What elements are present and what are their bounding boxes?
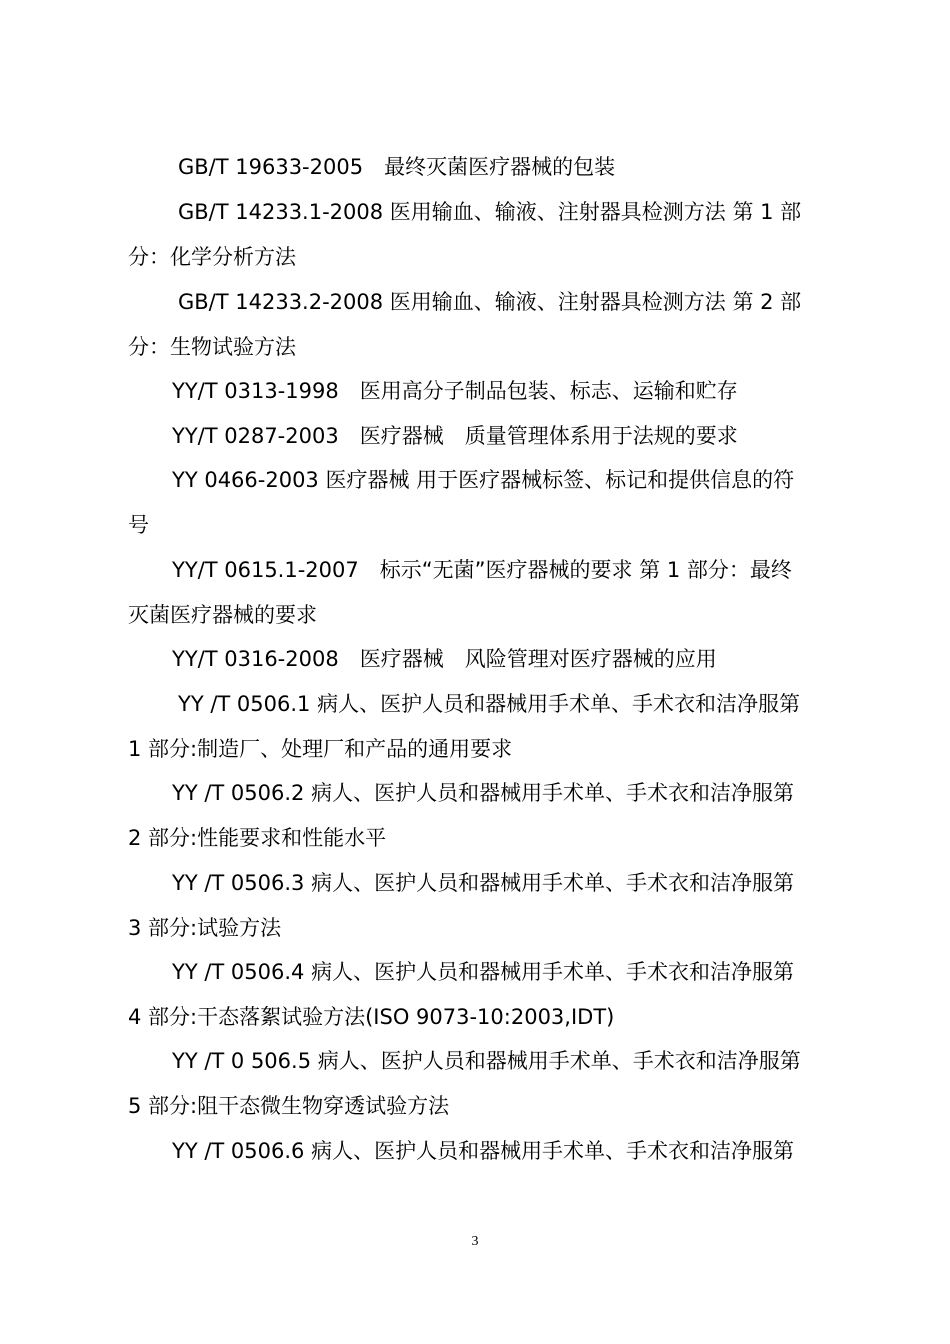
text-line: 灭菌医疗器械的要求 [128, 603, 317, 627]
text-line: YY/T 0316-2008 医疗器械 风险管理对医疗器械的应用 [172, 647, 717, 671]
text-line: 2 部分:性能要求和性能水平 [128, 826, 387, 850]
text-line: YY /T 0506.2 病人、医护人员和器械用手术单、手术衣和洁净服第 [172, 781, 795, 805]
text-line: GB/T 14233.1-2008 医用输血、输液、注射器具检测方法 第 1 部 [178, 200, 802, 224]
text-line: YY /T 0506.3 病人、医护人员和器械用手术单、手术衣和洁净服第 [172, 871, 795, 895]
text-line: 5 部分:阻干态微生物穿透试验方法 [128, 1094, 450, 1118]
text-line: 3 部分:试验方法 [128, 916, 282, 940]
text-line: YY/T 0313-1998 医用高分子制品包装、标志、运输和贮存 [172, 379, 738, 403]
text-line: 4 部分:干态落絮试验方法(ISO 9073-10:2003,IDT) [128, 1005, 615, 1029]
text-line: YY /T 0506.1 病人、医护人员和器械用手术单、手术衣和洁净服第 [178, 692, 801, 716]
text-line: YY /T 0 506.5 病人、医护人员和器械用手术单、手术衣和洁净服第 [172, 1049, 801, 1073]
text-line: 分：化学分析方法 [128, 245, 296, 269]
text-line: YY /T 0506.6 病人、医护人员和器械用手术单、手术衣和洁净服第 [172, 1139, 795, 1163]
text-line: GB/T 19633-2005 最终灭菌医疗器械的包装 [178, 155, 616, 179]
text-line: 分：生物试验方法 [128, 335, 296, 359]
text-line: GB/T 14233.2-2008 医用输血、输液、注射器具检测方法 第 2 部 [178, 290, 802, 314]
text-line: 号 [128, 513, 149, 537]
text-line: YY/T 0615.1-2007 标示“无菌”医疗器械的要求 第 1 部分：最终 [172, 558, 792, 582]
text-line: 1 部分:制造厂、处理厂和产品的通用要求 [128, 737, 513, 761]
page-number: 3 [471, 1234, 479, 1249]
text-line: YY /T 0506.4 病人、医护人员和器械用手术单、手术衣和洁净服第 [172, 960, 795, 984]
text-line: YY 0466-2003 医疗器械 用于医疗器械标签、标记和提供信息的符 [172, 468, 795, 492]
text-line: YY/T 0287-2003 医疗器械 质量管理体系用于法规的要求 [172, 424, 738, 448]
